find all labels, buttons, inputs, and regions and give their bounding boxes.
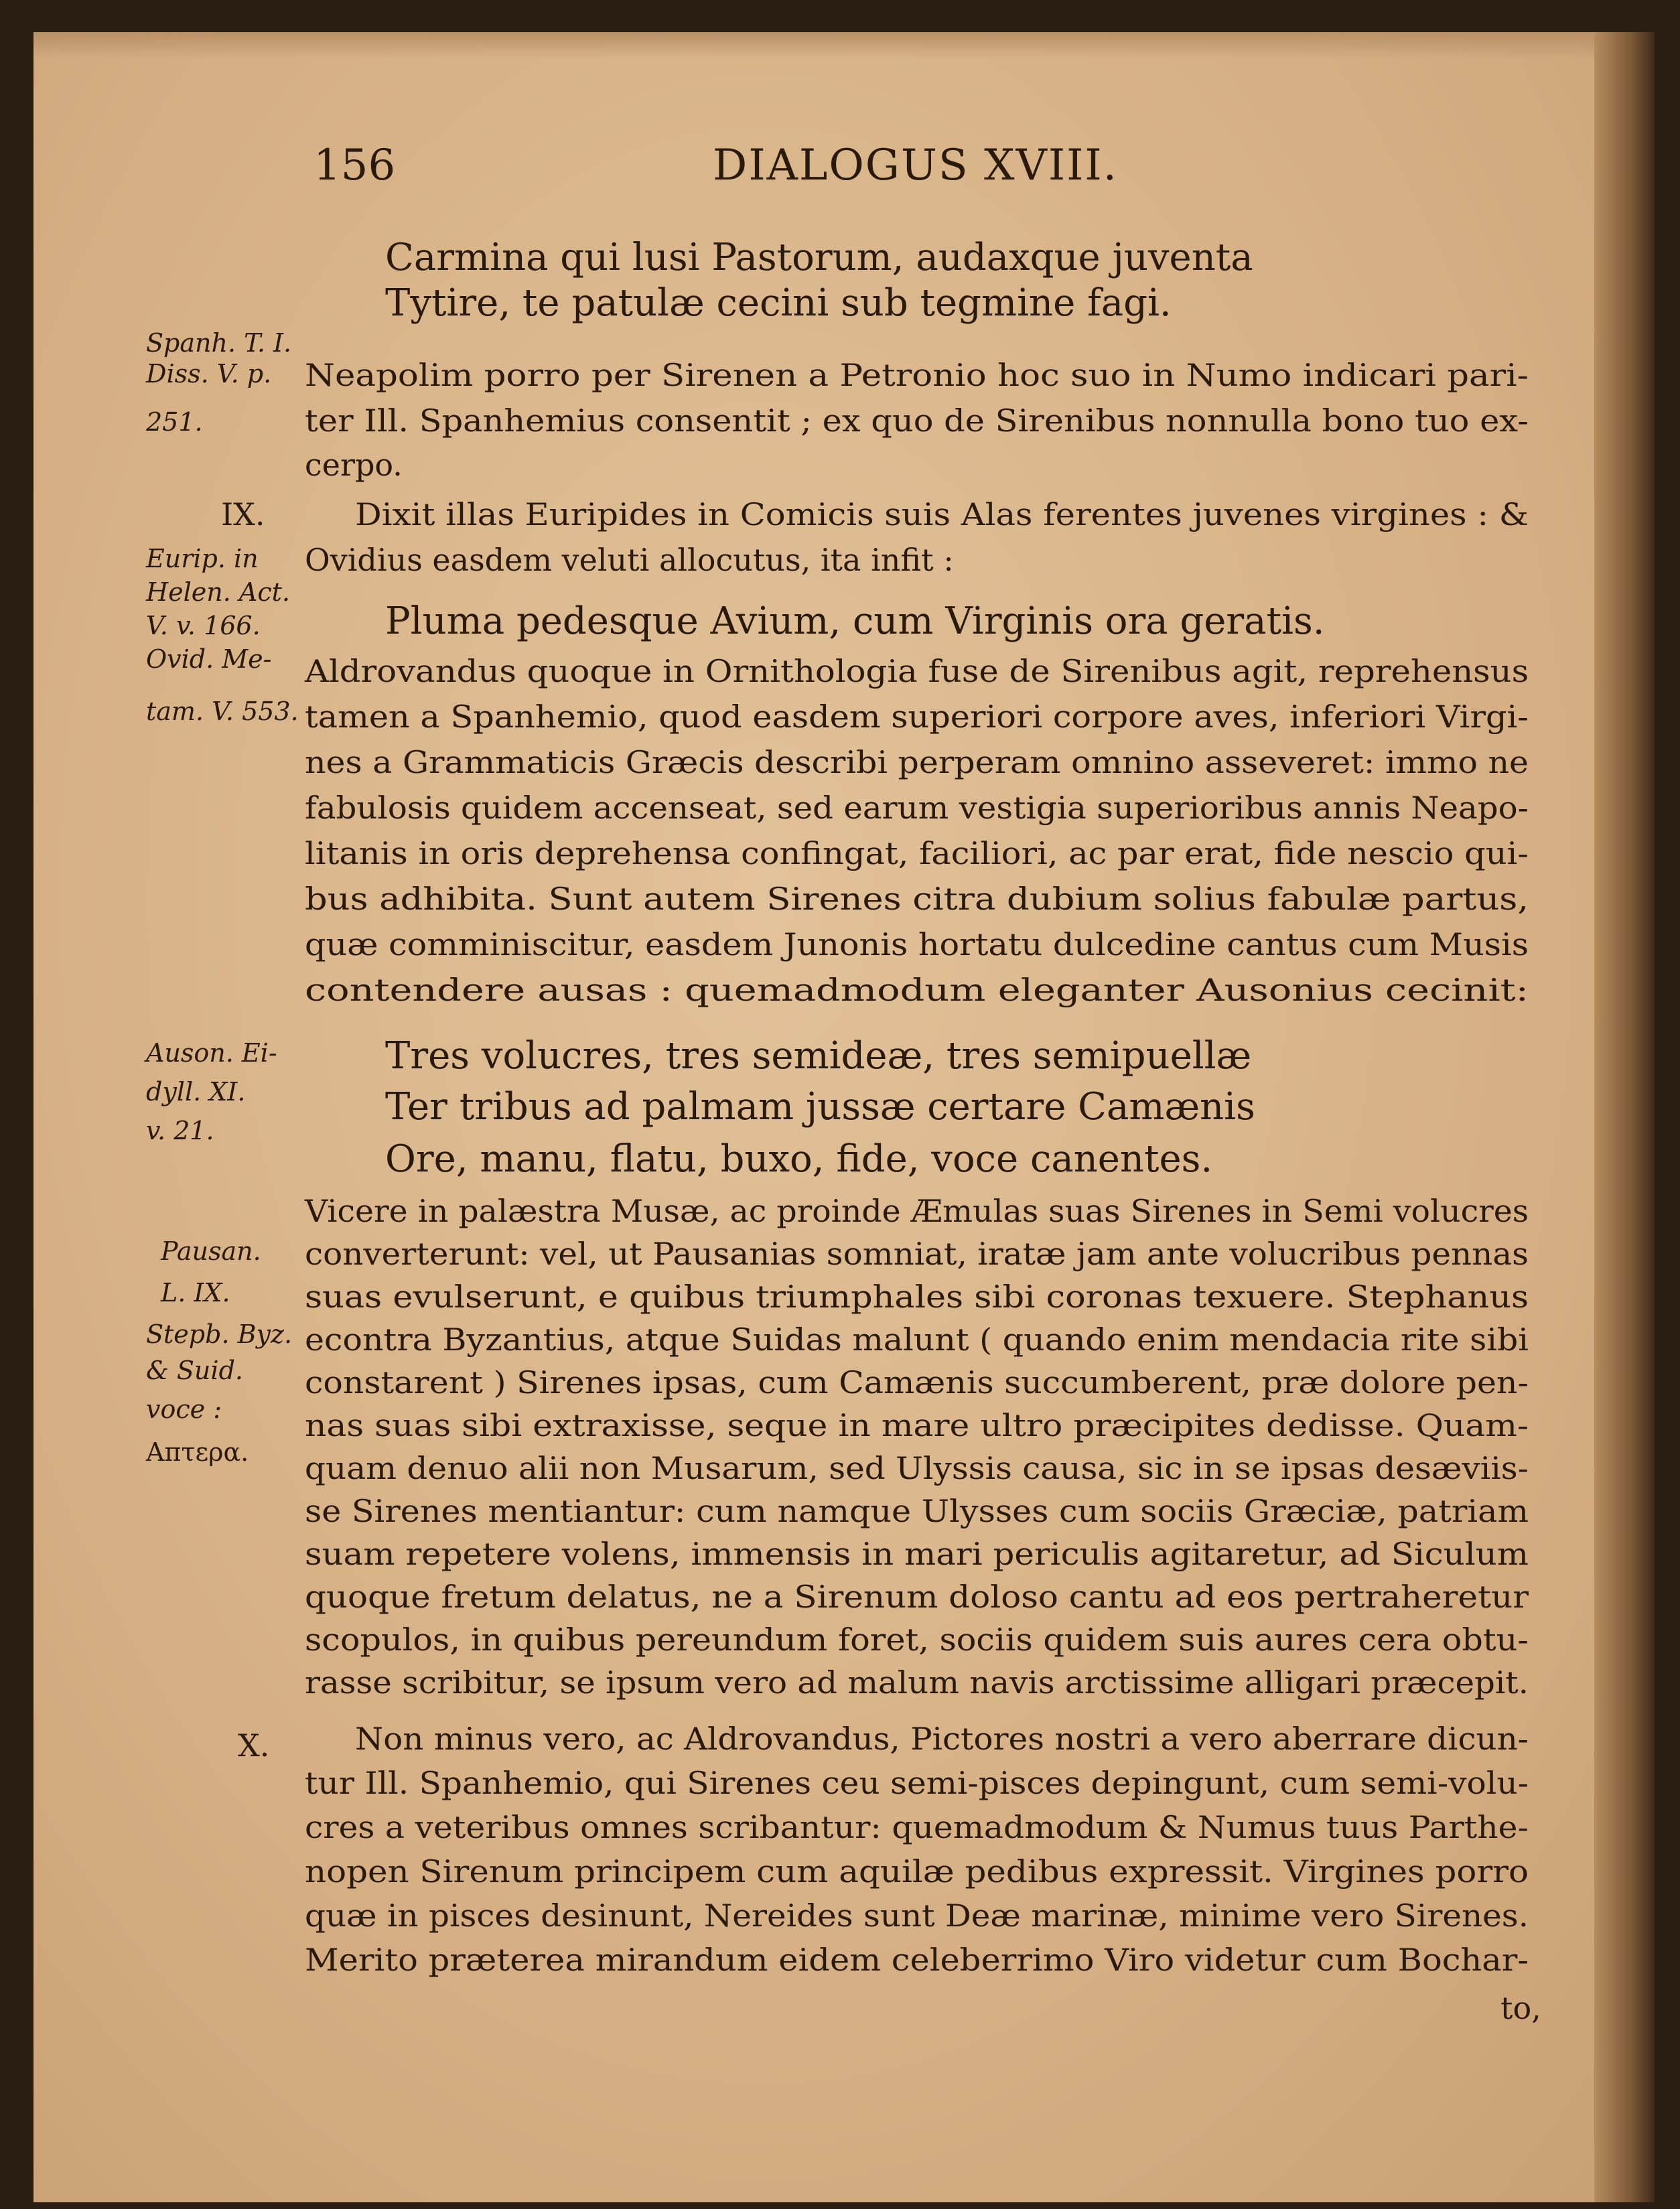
margin-note: 251. bbox=[146, 407, 203, 437]
section-number: X. bbox=[238, 1727, 270, 1764]
dialogue-title: DIALOGUS XVIII. bbox=[713, 141, 1118, 190]
margin-note: Pausan. bbox=[161, 1236, 261, 1266]
margin-note: Stepb. Byz. bbox=[146, 1320, 293, 1349]
margin-note: Diss. V. p. bbox=[146, 359, 272, 388]
margin-note: V. v. 166. bbox=[146, 611, 261, 640]
section-number: IX. bbox=[221, 496, 265, 532]
margin-note: Ovid. Me- bbox=[146, 644, 272, 674]
margin-note: Helen. Act. bbox=[146, 577, 290, 607]
margin-note: Auson. Ei- bbox=[146, 1038, 277, 1068]
page-top-shadow bbox=[33, 32, 1655, 59]
margin-note: tam. V. 553. bbox=[146, 697, 299, 726]
page-number: 156 bbox=[313, 141, 396, 190]
margin-note: & Suid. bbox=[146, 1356, 243, 1385]
running-header bbox=[313, 141, 1586, 201]
margin-note: voce : bbox=[146, 1395, 222, 1424]
margin-note: Spanh. T. I. bbox=[146, 328, 292, 358]
margin-note: Eurip. in bbox=[146, 544, 259, 573]
margin-note: L. IX. bbox=[161, 1278, 230, 1307]
margin-note: dyll. XI. bbox=[146, 1077, 246, 1107]
margin-note: v. 21. bbox=[146, 1116, 214, 1145]
margin-note: Απτερα. bbox=[146, 1437, 249, 1467]
book-spine bbox=[1594, 32, 1655, 2202]
